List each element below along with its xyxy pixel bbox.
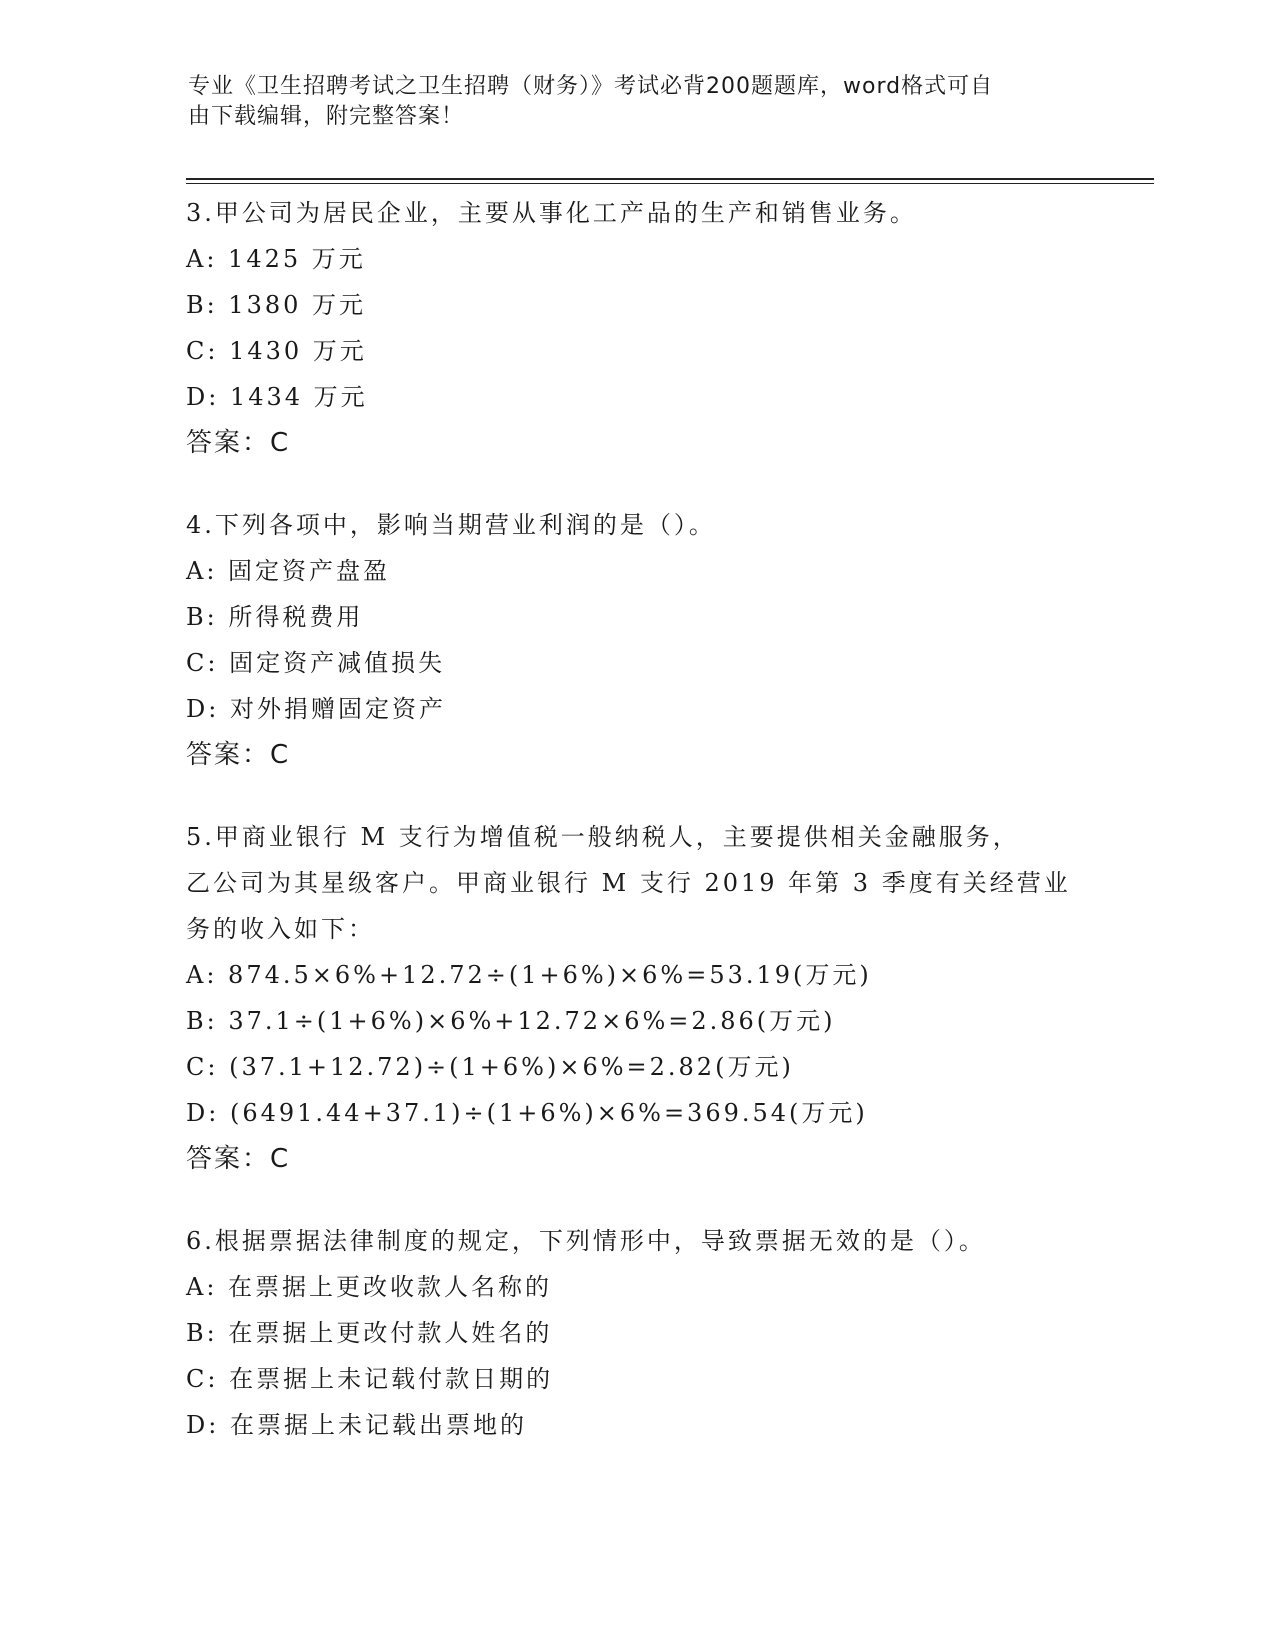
option-b: B: 所得税费用 (186, 603, 364, 631)
answer-label: 答案：C (186, 740, 291, 770)
question-5 (186, 814, 1146, 1182)
option-c: C: 在票据上未记载付款日期的 (186, 1365, 554, 1393)
option-d: D: 在票据上未记载出票地的 (186, 1411, 527, 1439)
option-c: C: 1430 万元 (186, 337, 367, 365)
question-stem-line-1: 5.甲商业银行 M 支行为增值税一般纳税人，主要提供相关金融服务， (186, 823, 1020, 851)
option-a: A: 874.5×6%+12.72÷(1+6%)×6%=53.19(万元) (186, 961, 872, 989)
answer-label: 答案：C (186, 1144, 291, 1174)
question-3 (186, 190, 1146, 466)
option-a: A: 在票据上更改收款人名称的 (186, 1273, 553, 1301)
option-a: A: 1425 万元 (186, 245, 366, 273)
header-divider-thick (186, 178, 1154, 180)
intro-line-1: 专业《卫生招聘考试之卫生招聘（财务）》考试必背200题题库，word格式可自 (188, 74, 994, 99)
option-d: D: 对外捐赠固定资产 (186, 695, 446, 723)
option-d: D: (6491.44+37.1)÷(1+6%)×6%=369.54(万元) (186, 1099, 868, 1127)
answer-label: 答案：C (186, 428, 291, 458)
question-4 (186, 502, 1146, 778)
question-stem-line-3: 务的收入如下： (186, 915, 375, 943)
question-stem: 4.下列各项中，影响当期营业利润的是（）。 (186, 511, 716, 539)
option-a: A: 固定资产盘盈 (186, 557, 391, 585)
question-stem: 6.根据票据法律制度的规定，下列情形中，导致票据无效的是（）。 (186, 1227, 986, 1255)
option-c: C: (37.1+12.72)÷(1+6%)×6%=2.82(万元) (186, 1053, 794, 1081)
question-stem-line-2: 乙公司为其星级客户。甲商业银行 M 支行 2019 年第 3 季度有关经营业 (186, 869, 1071, 897)
question-stem: 3.甲公司为居民企业，主要从事化工产品的生产和销售业务。 (186, 199, 917, 227)
question-list (186, 190, 1146, 1484)
intro-line-2: 由下载编辑，附完整答案！ (188, 104, 465, 129)
question-6 (186, 1218, 1146, 1448)
document-intro (188, 72, 1068, 132)
option-b: B: 1380 万元 (186, 291, 367, 319)
option-d: D: 1434 万元 (186, 383, 368, 411)
option-c: C: 固定资产减值损失 (186, 649, 446, 677)
header-divider-thin (186, 183, 1154, 184)
option-b: B: 在票据上更改付款人姓名的 (186, 1319, 553, 1347)
option-b: B: 37.1÷(1+6%)×6%+12.72×6%=2.86(万元) (186, 1007, 836, 1035)
